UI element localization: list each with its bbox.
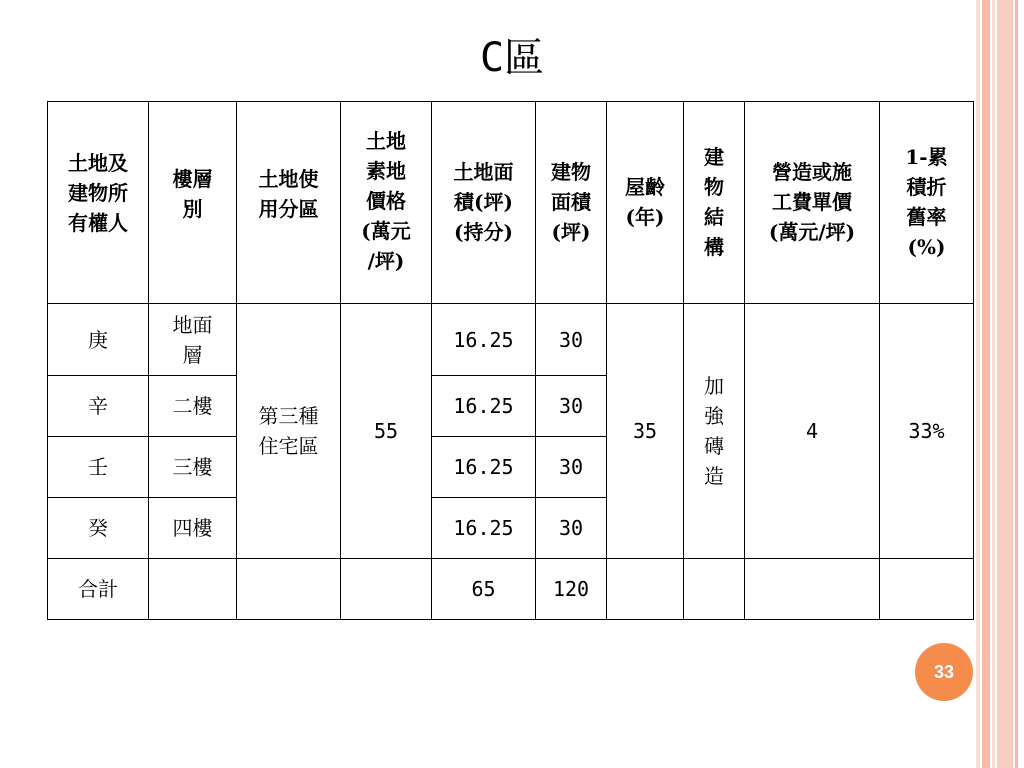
table-container bbox=[47, 101, 974, 620]
header-cell-age bbox=[607, 102, 684, 304]
header-cell-floor bbox=[149, 102, 237, 304]
decor-stripe bbox=[997, 0, 1013, 768]
header-structure: 建 物 結 構 bbox=[704, 145, 724, 259]
land-area-cell: 16.25 bbox=[432, 304, 536, 376]
decor-stripe bbox=[1015, 0, 1018, 768]
building-area-cell: 30 bbox=[536, 304, 607, 376]
total-land-price-cell bbox=[341, 559, 432, 620]
construction-cost-cell: 4 bbox=[745, 304, 880, 559]
page-number-badge bbox=[915, 643, 973, 701]
floor-cell: 地面 層 bbox=[149, 304, 237, 376]
zoning-cell: 第三種 住宅區 bbox=[237, 304, 341, 559]
decor-stripe bbox=[976, 0, 980, 768]
total-zoning-cell bbox=[237, 559, 341, 620]
total-depreciation-cell bbox=[880, 559, 974, 620]
header-zoning: 土地使 用分區 bbox=[258, 167, 319, 221]
header-cell-building-area bbox=[536, 102, 607, 304]
header-cell-zoning bbox=[237, 102, 341, 304]
total-label-cell: 合計 bbox=[48, 559, 149, 620]
structure-cell: 加 強 磚 造 bbox=[684, 304, 745, 559]
table-row bbox=[48, 304, 974, 376]
total-construction-cost-cell bbox=[745, 559, 880, 620]
floor-cell: 二樓 bbox=[149, 376, 237, 437]
building-area-cell: 30 bbox=[536, 437, 607, 498]
land-area-cell: 16.25 bbox=[432, 376, 536, 437]
header-construction-cost: 營造或施 工費單價 (萬元/坪) bbox=[768, 160, 856, 244]
owner-cell: 辛 bbox=[48, 376, 149, 437]
page-number: 33 bbox=[933, 661, 955, 682]
header-land-price: 土地 素地 價格 (萬元 /坪) bbox=[361, 129, 411, 273]
floor-cell: 三樓 bbox=[149, 437, 237, 498]
header-depreciation: 1-累 積折 舊率 (%) bbox=[905, 145, 948, 259]
total-land-area-cell: 65 bbox=[432, 559, 536, 620]
land-price-cell: 55 bbox=[341, 304, 432, 559]
header-cell-land-area bbox=[432, 102, 536, 304]
total-structure-cell bbox=[684, 559, 745, 620]
land-area-cell: 16.25 bbox=[432, 498, 536, 559]
header-age: 屋齡 (年) bbox=[625, 175, 665, 229]
building-area-cell: 30 bbox=[536, 498, 607, 559]
total-building-area-cell: 120 bbox=[536, 559, 607, 620]
decor-stripe bbox=[982, 0, 990, 768]
property-table bbox=[47, 101, 974, 620]
header-building-area: 建物 面積 (坪) bbox=[551, 160, 591, 244]
land-area-cell: 16.25 bbox=[432, 437, 536, 498]
total-floor-cell bbox=[149, 559, 237, 620]
header-cell-land-price bbox=[341, 102, 432, 304]
header-land-area: 土地面 積(坪) (持分) bbox=[453, 160, 514, 244]
total-age-cell bbox=[607, 559, 684, 620]
header-owner: 土地及 建物所 有權人 bbox=[68, 151, 128, 235]
header-cell-depreciation bbox=[880, 102, 974, 304]
header-cell-owner bbox=[48, 102, 149, 304]
owner-cell: 壬 bbox=[48, 437, 149, 498]
header-cell-construction-cost bbox=[745, 102, 880, 304]
depreciation-cell: 33% bbox=[880, 304, 974, 559]
header-row bbox=[48, 102, 974, 304]
header-cell-structure bbox=[684, 102, 745, 304]
header-floor: 樓層 別 bbox=[172, 167, 213, 221]
decor-stripe bbox=[992, 0, 995, 768]
building-area-cell: 30 bbox=[536, 376, 607, 437]
slide-title: C區 bbox=[479, 35, 545, 81]
owner-cell: 癸 bbox=[48, 498, 149, 559]
floor-cell: 四樓 bbox=[149, 498, 237, 559]
total-row bbox=[48, 559, 974, 620]
owner-cell: 庚 bbox=[48, 304, 149, 376]
building-age-cell: 35 bbox=[607, 304, 684, 559]
